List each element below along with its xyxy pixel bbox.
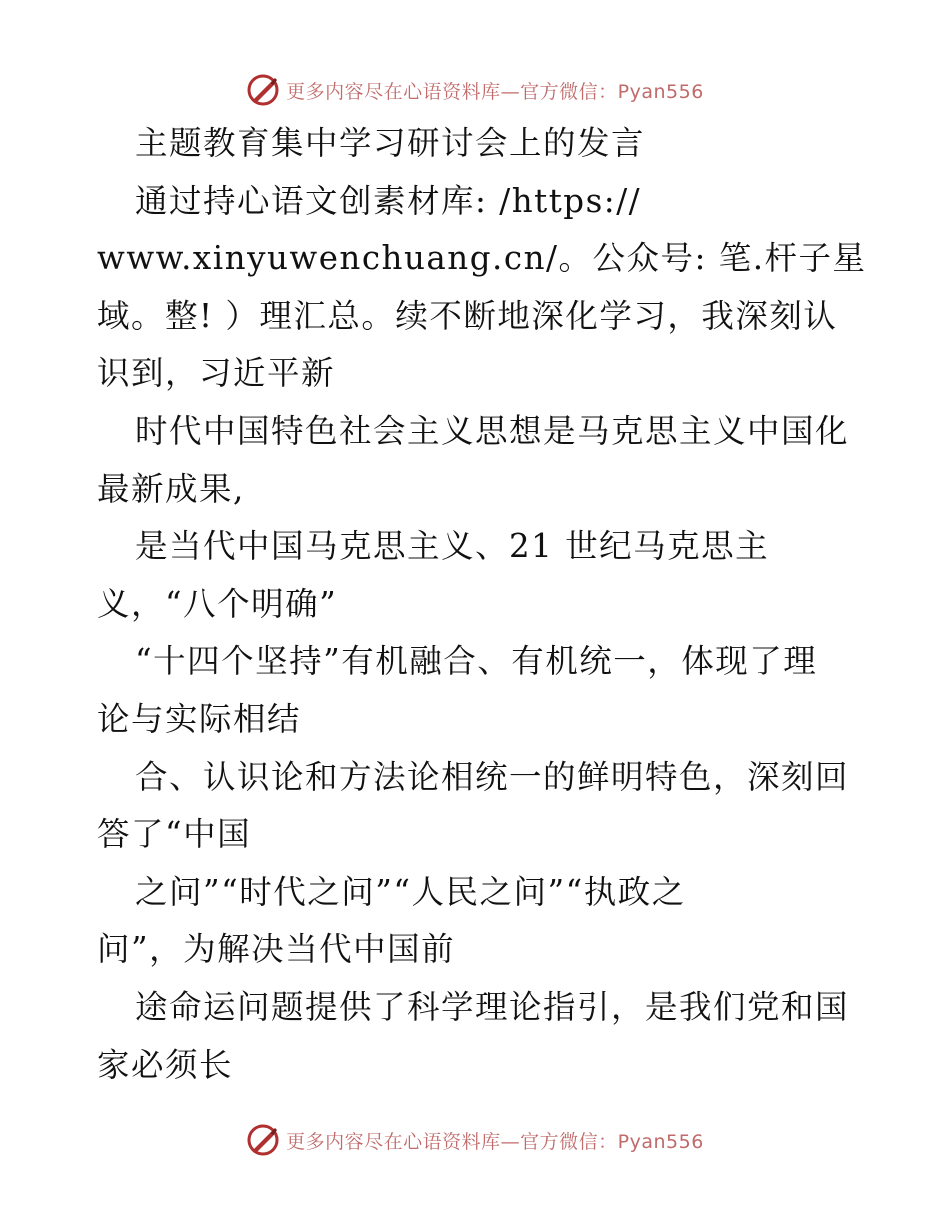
document-body [97,115,867,1094]
footer-banner-id: Pyan556 [617,1130,704,1153]
doc-line: 义，“八个明确” [97,584,338,623]
doc-title-line: 主题教育集中学习研讨会上的发言 [135,124,646,162]
doc-line: www.xinyuwenchuang.cn/。公众号: 笔.杆子星 [97,239,867,278]
doc-line: 问”，为解决当代中国前 [97,930,456,969]
header-banner [0,70,950,110]
doc-line: 家必须长 [97,1045,234,1084]
pen-logo-icon [246,1123,280,1157]
doc-line: 是当代中国马克思主义、21 世纪马克思主 [135,527,770,566]
doc-line: 时代中国特色社会主义思想是马克思主义中国化 [135,411,850,450]
doc-line: 最新成果, [97,469,245,508]
doc-line: 答了“中国 [97,815,252,854]
doc-line: 论与实际相结 [97,699,302,738]
header-banner-text: 更多内容尽在心语资料库—官方微信：Pyan556 [286,80,704,103]
pen-logo-icon [246,73,280,107]
doc-line: 途命运问题提供了科学理论指引，是我们党和国 [135,987,850,1026]
doc-line: 识到，习近平新 [97,354,336,393]
doc-line: 之问”“时代之问”“人民之问”“执政之 [135,872,686,911]
footer-banner [0,1120,950,1160]
doc-line: 通过持心语文创素材库: /https:// [135,181,642,220]
footer-banner-text: 更多内容尽在心语资料库—官方微信：Pyan556 [286,1130,704,1153]
doc-line: 域。整! ）理汇总。续不断地深化学习，我深刻认 [97,296,838,335]
doc-line: “十四个坚持”有机融合、有机统一，体现了理 [135,642,818,681]
header-banner-id: Pyan556 [617,80,704,103]
doc-line: 合、认识论和方法论相统一的鲜明特色，深刻回 [135,757,850,796]
